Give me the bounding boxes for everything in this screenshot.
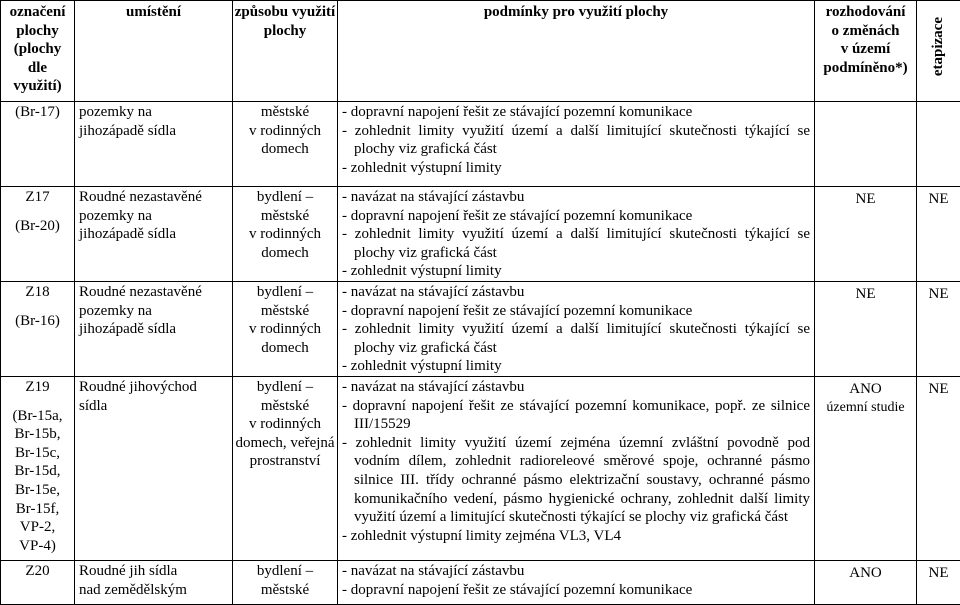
cell-designation: Z20 bbox=[1, 561, 75, 605]
cell-location: Roudné jih sídla nad zemědělským bbox=[75, 561, 233, 605]
cell-conditions: - navázat na stávající zástavbu - dopravní napojení řešit ze stávající pozemní komunikace bbox=[338, 561, 815, 605]
cell-location: Roudné jihovýchod sídla bbox=[75, 377, 233, 561]
cell-usage: bydlení – městské v rodinných domech bbox=[233, 282, 338, 377]
cell-phasing: NE bbox=[917, 282, 960, 377]
cell-conditions: - navázat na stávající zástavbu - dopravní napojení řešit ze stávající pozemní komunikace - zohlednit limity využití území a další limitující skutečnosti týkající se plochy viz grafická část - zohlednit výstupní limity bbox=[338, 187, 815, 282]
cell-usage: bydlení – městské v rodinných domech, veřejná prostranství bbox=[233, 377, 338, 561]
cell-usage: bydlení – městské bbox=[233, 561, 338, 605]
header-row bbox=[1, 1, 960, 102]
cell-decision: ANO bbox=[815, 561, 917, 605]
table-row bbox=[1, 102, 960, 187]
cell-conditions: - dopravní napojení řešit ze stávající pozemní komunikace - zohlednit limity využití území a další limitující skutečnosti týkající se plochy viz grafická část - zohlednit výstupní limity bbox=[338, 102, 815, 187]
cell-designation: Z17 (Br-20) bbox=[1, 187, 75, 282]
header-designation: označení plochy (plochy dle využití) bbox=[1, 1, 75, 102]
cell-designation: Z18 (Br-16) bbox=[1, 282, 75, 377]
cell-location: Roudné nezastavěné pozemky na jihozápadě sídla bbox=[75, 187, 233, 282]
cell-designation: (Br-17) bbox=[1, 102, 75, 187]
cell-conditions: - navázat na stávající zástavbu - dopravní napojení řešit ze stávající pozemní komunikace - zohlednit limity využití území a další limitující skutečnosti týkající se plochy viz grafická část - zohlednit výstupní limity bbox=[338, 282, 815, 377]
header-decision: rozhodování o změnách v území podmíněno*) bbox=[815, 1, 917, 102]
cell-location: Roudné nezastavěné pozemky na jihozápadě sídla bbox=[75, 282, 233, 377]
cell-location: pozemky na jihozápadě sídla bbox=[75, 102, 233, 187]
table-row bbox=[1, 282, 960, 377]
cell-usage: městské v rodinných domech bbox=[233, 102, 338, 187]
cell-decision bbox=[815, 102, 917, 187]
table-row bbox=[1, 377, 960, 561]
cell-designation: Z19 (Br-15a, Br-15b, Br-15c, Br-15d, Br-15e, Br-15f, VP-2, VP-4) bbox=[1, 377, 75, 561]
cell-phasing: NE bbox=[917, 561, 960, 605]
cell-phasing: NE bbox=[917, 377, 960, 561]
header-phasing: etapizace bbox=[917, 1, 960, 102]
cell-conditions: - navázat na stávající zástavbu - dopravní napojení řešit ze stávající pozemní komunikace, popř. ze silnice III/15529 - zohlednit limity využití území zejména územní zvláštní povodně pod vodním dílem, zohlednit radioreleové směrové spoje, ochranné pásmo silnice III. třídy ochranné pásmo elektrizační soustavy, ochranné pásmo komunikačního vedení, pásmo hygienické ochrany, zohlednit další limity využití území a limitující skutečnosti týkající se plochy viz grafická část - zohlednit výstupní limity zejména VL3, VL4 bbox=[338, 377, 815, 561]
cell-phasing: NE bbox=[917, 187, 960, 282]
header-location: umístění bbox=[75, 1, 233, 102]
cell-decision: NE bbox=[815, 187, 917, 282]
cell-decision: NE bbox=[815, 282, 917, 377]
header-usage: způsobu využití plochy bbox=[233, 1, 338, 102]
header-conditions: podmínky pro využití plochy bbox=[338, 1, 815, 102]
cell-decision: ANO územní studie bbox=[815, 377, 917, 561]
cell-phasing bbox=[917, 102, 960, 187]
cell-usage: bydlení – městské v rodinných domech bbox=[233, 187, 338, 282]
table-row bbox=[1, 187, 960, 282]
table-row bbox=[1, 561, 960, 605]
